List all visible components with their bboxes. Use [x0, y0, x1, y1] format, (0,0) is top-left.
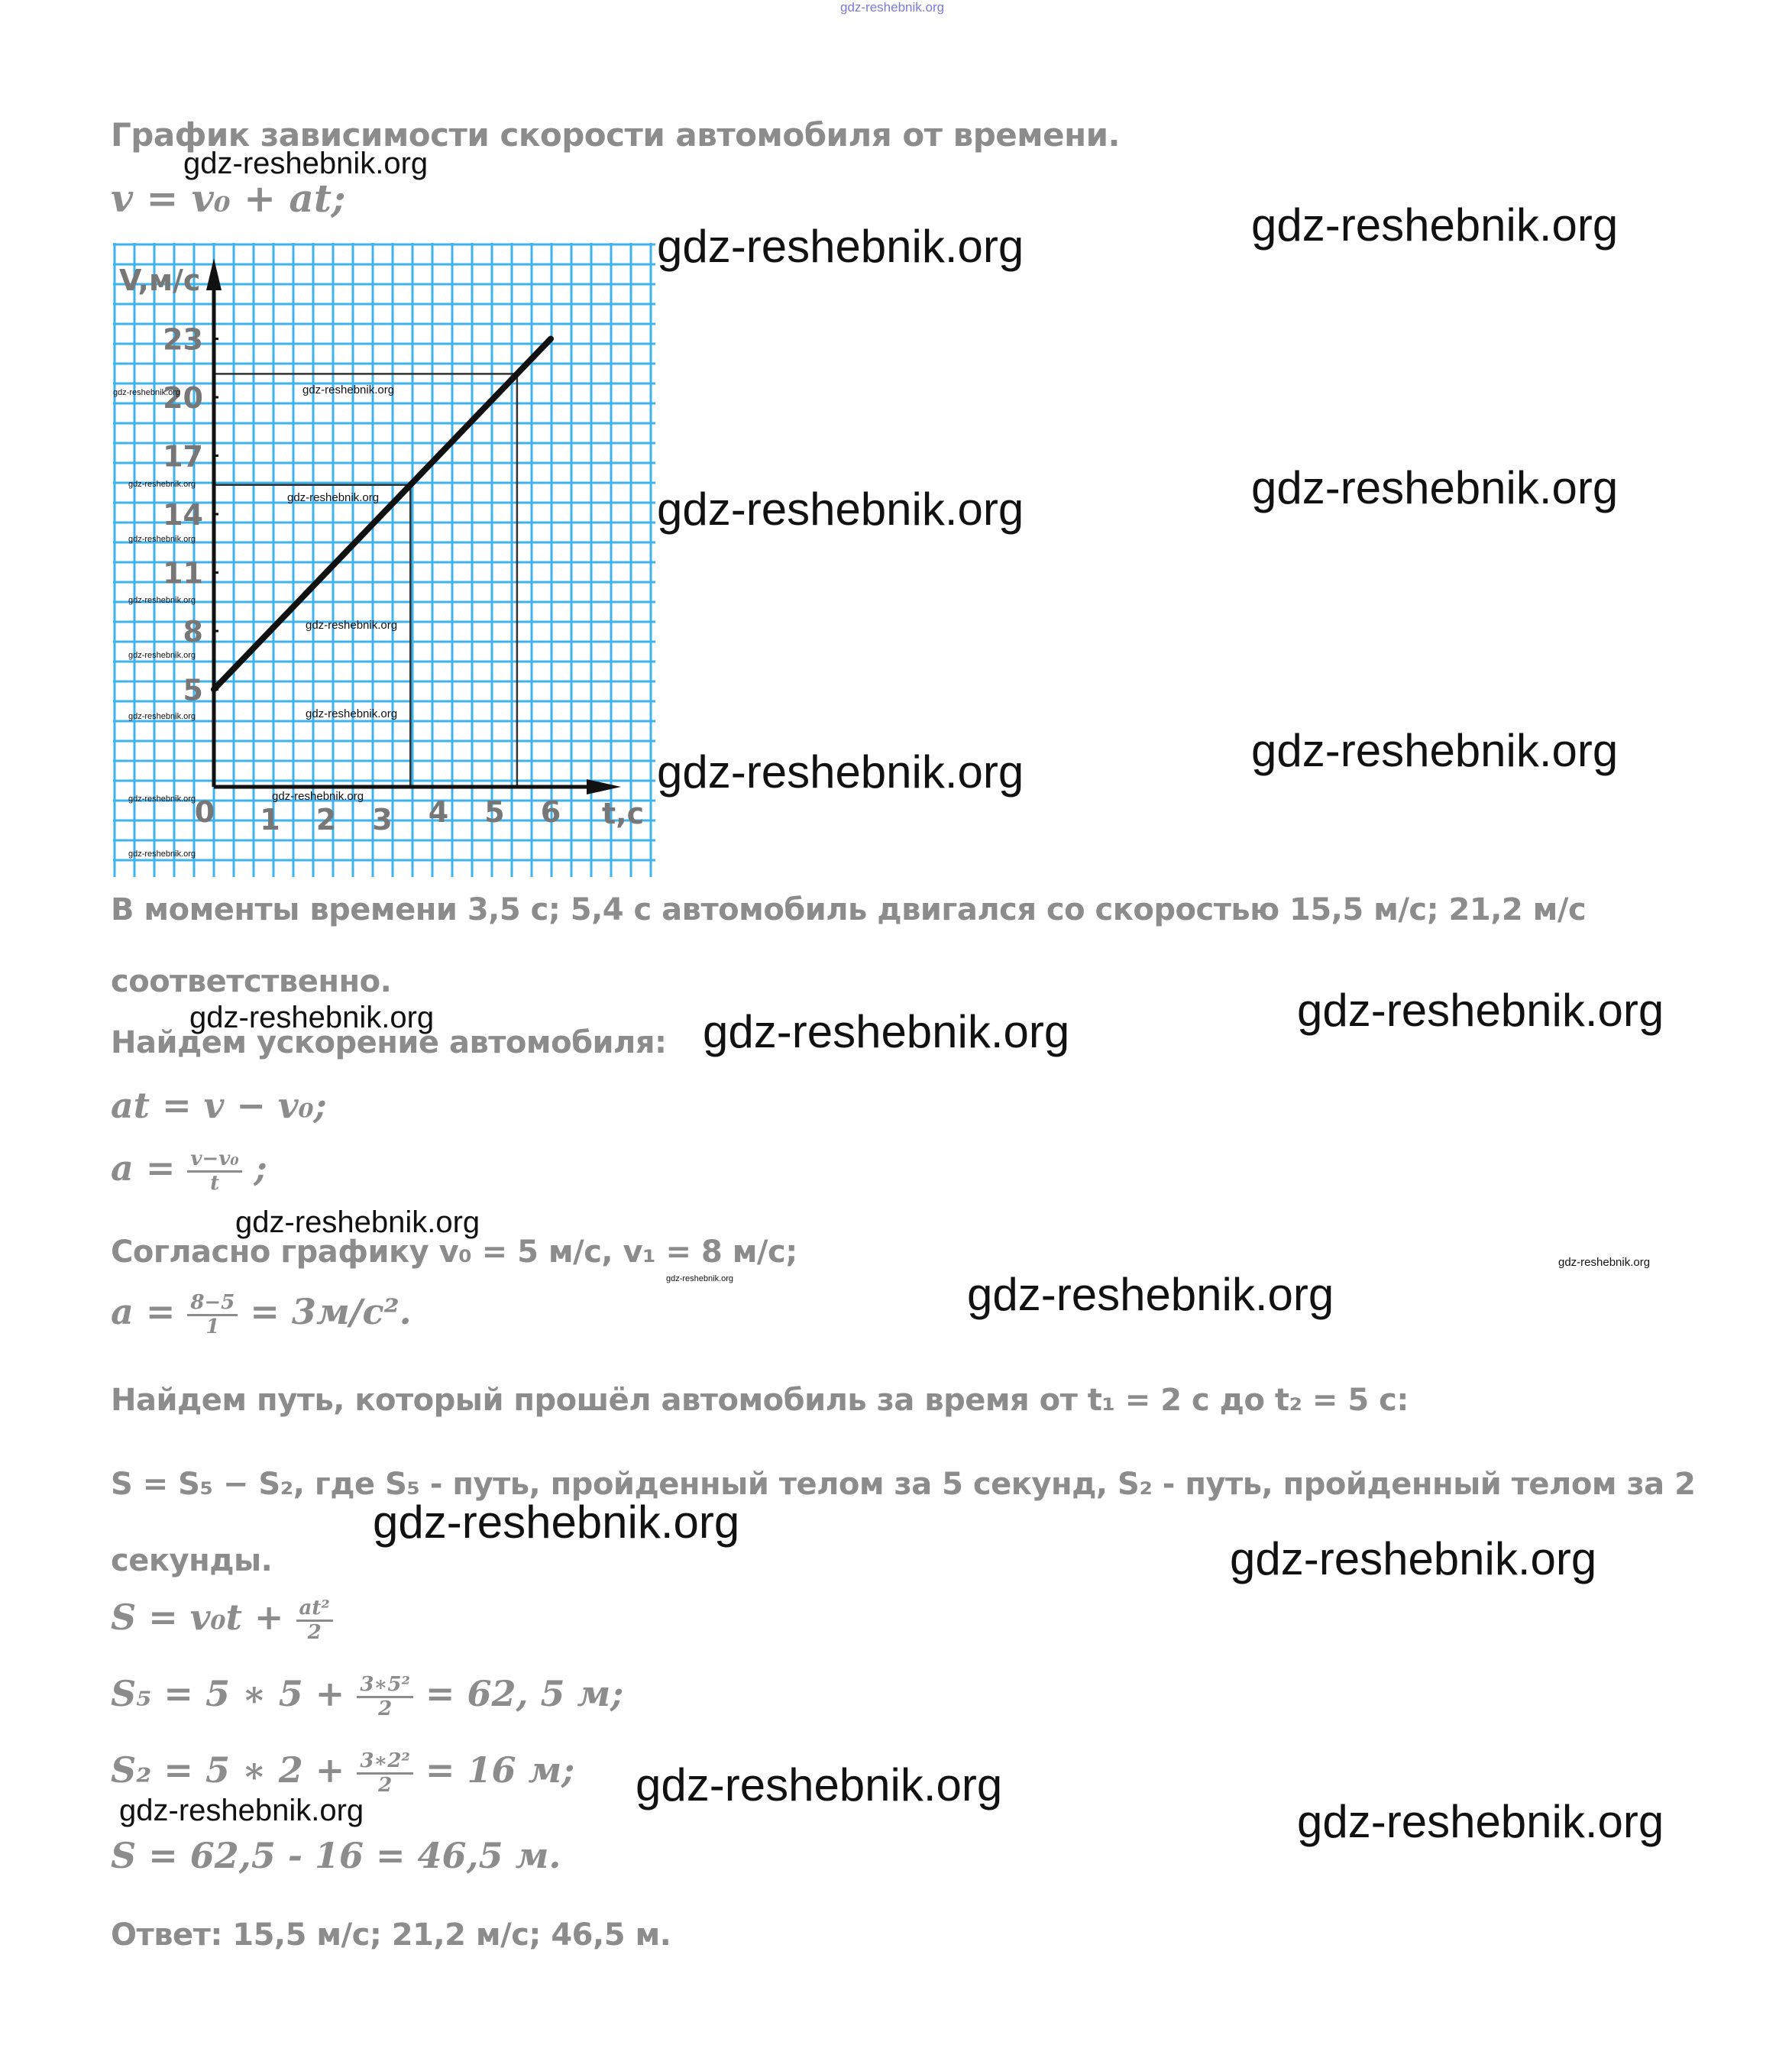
x-tick-label: 3	[372, 803, 393, 836]
watermark: gdz-reshebnik.org	[183, 147, 429, 180]
x-axis-label: t,c	[602, 797, 645, 830]
watermark: gdz-reshebnik.org	[128, 712, 196, 721]
watermark: gdz-reshebnik.org	[657, 221, 1024, 272]
x-tick-label: 5	[484, 795, 505, 829]
graph-title: График зависимости скорости автомобиля от времени.	[111, 116, 1120, 154]
equation-a-lhs: a =	[111, 1147, 176, 1189]
watermark: gdz-reshebnik.org	[113, 388, 181, 397]
watermark: gdz-reshebnik.org	[1297, 1796, 1664, 1847]
watermark: gdz-reshebnik.org	[128, 535, 196, 544]
equation-s5-fraction	[357, 1674, 413, 1720]
watermark: gdz-reshebnik.org	[657, 746, 1024, 798]
formula-velocity: v = v₀ + at;	[111, 176, 346, 221]
equation-s2-tail: = 16 м;	[425, 1749, 575, 1791]
watermark: gdz-reshebnik.org	[128, 651, 196, 660]
y-tick-label: 17	[163, 439, 203, 474]
equation-a-value-denominator: 1	[205, 1315, 220, 1338]
y-tick-label: 23	[163, 322, 203, 357]
equation-at: at = v − v₀;	[111, 1085, 327, 1126]
equation-s2-fraction	[357, 1750, 413, 1796]
watermark: gdz-reshebnik.org	[967, 1269, 1334, 1320]
equation-s5-lhs: S₅ = 5 ∗ 5 +	[111, 1673, 345, 1714]
watermark: gdz-reshebnik.org	[1251, 462, 1619, 513]
equation-a-tail: ;	[254, 1147, 267, 1189]
watermark: gdz-reshebnik.org	[306, 707, 398, 720]
equation-s-general-denominator: 2	[307, 1620, 322, 1644]
y-tick-label: 11	[163, 556, 203, 591]
x-tick-label: 1	[260, 803, 280, 836]
watermark: gdz-reshebnik.org	[302, 383, 395, 396]
equation-s-general-fraction	[296, 1597, 333, 1643]
watermark: gdz-reshebnik.org	[1251, 199, 1619, 251]
equation-s5-numerator: 3∗5²	[357, 1674, 413, 1698]
s-definition-line-2: секунды.	[111, 1543, 273, 1578]
equation-a	[111, 1147, 267, 1194]
watermark: gdz-reshebnik.org	[119, 1794, 364, 1827]
velocity-time-chart	[113, 243, 655, 877]
watermark: gdz-reshebnik.org	[373, 1497, 740, 1548]
find-path: Найдем путь, который прошёл автомобиль за время от t₁ = 2 с до t₂ = 5 с:	[111, 1383, 1409, 1418]
according-to-graph: Согласно графику v₀ = 5 м/с, v₁ = 8 м/с;	[111, 1235, 797, 1270]
watermark: gdz-reshebnik.org	[128, 596, 196, 605]
watermark: gdz-reshebnik.org	[235, 1205, 480, 1239]
watermark: gdz-reshebnik.org	[306, 619, 398, 632]
equation-s2-numerator: 3∗2²	[357, 1750, 413, 1775]
watermark: gdz-reshebnik.org	[657, 484, 1024, 535]
watermark: gdz-reshebnik.org	[272, 790, 364, 803]
equation-s5-denominator: 2	[378, 1697, 393, 1720]
equation-a-value-numerator: 8−5	[187, 1292, 238, 1316]
equation-s2-lhs: S₂ = 5 ∗ 2 +	[111, 1749, 345, 1791]
answer: Ответ: 15,5 м/с; 21,2 м/с; 46,5 м.	[111, 1917, 671, 1953]
find-acceleration: Найдем ускорение автомобиля:	[111, 1025, 667, 1060]
x-tick-label: 0	[194, 795, 215, 829]
equation-s-general-numerator: at²	[296, 1597, 333, 1622]
moments-line-1: В моменты времени 3,5 с; 5,4 с автомобиль двигался со скоростью 15,5 м/с; 21,2 м/с	[111, 892, 1587, 927]
x-tick-label: 2	[315, 803, 337, 836]
watermark: gdz-reshebnik.org	[287, 491, 380, 504]
moments-line-2: соответственно.	[111, 964, 392, 999]
equation-a-value-tail: = 3м/с².	[250, 1291, 412, 1332]
watermark: gdz-reshebnik.org	[128, 480, 196, 489]
equation-a-numerator: v−v₀	[187, 1148, 241, 1173]
equation-s5	[111, 1673, 623, 1720]
y-tick-label: 8	[183, 615, 203, 649]
equation-s2-denominator: 2	[378, 1773, 393, 1797]
equation-a-value-fraction	[187, 1292, 238, 1338]
s-definition-line-1: S = S₅ − S₂, где S₅ - путь, пройденный телом за 5 секунд, S₂ - путь, пройденный телом за 2	[111, 1467, 1696, 1502]
watermark: gdz-reshebnik.org	[128, 849, 196, 859]
x-tick-label: 4	[428, 795, 449, 829]
watermark: gdz-reshebnik.org	[1251, 725, 1619, 776]
watermark: gdz-reshebnik.org	[666, 1274, 734, 1283]
equation-s-general	[111, 1597, 333, 1643]
y-axis-arrow	[206, 258, 222, 290]
top-watermark: gdz-reshebnik.org	[840, 0, 945, 15]
equation-a-value-lhs: a =	[111, 1291, 176, 1332]
y-tick-label: 5	[183, 673, 203, 707]
equation-s-result: S = 62,5 - 16 = 46,5 м.	[111, 1835, 561, 1876]
equation-s-general-lhs: S = v₀t +	[111, 1597, 284, 1638]
watermark: gdz-reshebnik.org	[1230, 1533, 1597, 1584]
watermark: gdz-reshebnik.org	[636, 1759, 1003, 1811]
y-tick-label: 14	[163, 498, 203, 532]
watermark: gdz-reshebnik.org	[128, 794, 196, 804]
x-tick-label: 6	[540, 795, 561, 829]
equation-a-fraction	[187, 1148, 241, 1194]
watermark: gdz-reshebnik.org	[703, 1006, 1070, 1057]
y-axis-label: V,м/с	[119, 264, 201, 297]
equation-a-value	[111, 1291, 412, 1338]
watermark: gdz-reshebnik.org	[1558, 1256, 1651, 1269]
equation-s2	[111, 1749, 574, 1796]
chart-ticks	[163, 323, 561, 837]
equation-a-denominator: t	[210, 1171, 220, 1195]
watermark: gdz-reshebnik.org	[1297, 985, 1664, 1036]
equation-s5-tail: = 62, 5 м;	[425, 1673, 624, 1714]
y-tick-label: 20	[163, 381, 203, 415]
watermark: gdz-reshebnik.org	[189, 1001, 435, 1034]
